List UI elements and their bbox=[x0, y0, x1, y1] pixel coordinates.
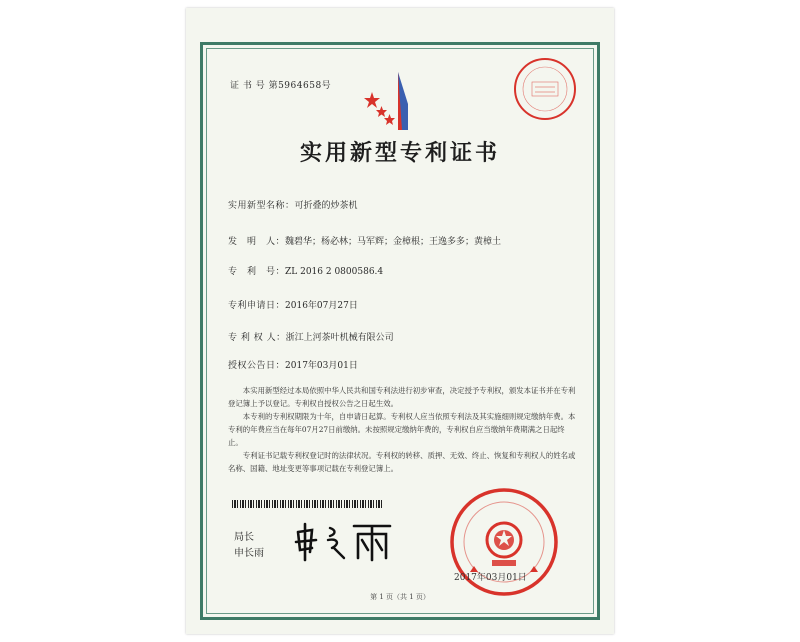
certificate-number: 证 书 号 第5964658号 bbox=[230, 81, 332, 91]
field-label: 专 利 权 人： bbox=[228, 333, 286, 343]
certificate-body-text bbox=[228, 384, 578, 475]
body-paragraph: 本专利的专利权期限为十年，自申请日起算。专利权人应当依照专利法及其实施细则规定缴纳年费。本专利的年费应当在每年07月27日前缴纳。未按照规定缴纳年费的，专利权自应当缴纳年费期满之日起终止。 bbox=[228, 412, 576, 447]
field-value: 浙江上河茶叶机械有限公司 bbox=[285, 333, 394, 343]
body-paragraph: 本实用新型经过本局依照中华人民共和国专利法进行初步审查，决定授予专利权，颁发本证书并在专利登记簿上予以登记。专利权自授权公告之日起生效。 bbox=[228, 386, 576, 408]
field-utility-model-name bbox=[228, 198, 358, 211]
field-label: 专利申请日： bbox=[228, 301, 286, 311]
field-value: 可折叠的炒茶机 bbox=[294, 201, 358, 211]
field-label: 实用新型名称： bbox=[228, 201, 295, 211]
body-paragraph: 专利证书记载专利权登记时的法律状况。专利权的转移、质押、无效、终止、恢复和专利权人的姓名或名称、国籍、地址变更等事项记载在专利登记簿上。 bbox=[228, 451, 576, 473]
field-patent-number bbox=[228, 264, 383, 277]
field-label: 授权公告日： bbox=[228, 361, 286, 371]
barcode bbox=[232, 500, 382, 508]
director-title: 局长 bbox=[234, 532, 254, 543]
field-value: 2016年07月27日 bbox=[285, 301, 358, 311]
director-signature-icon bbox=[290, 518, 410, 564]
director-name: 申长雨 bbox=[234, 548, 264, 559]
field-value: 2017年03月01日 bbox=[285, 361, 358, 371]
seal-date: 2017年03月01日 bbox=[454, 573, 527, 583]
field-grant-date bbox=[228, 358, 358, 371]
certificate-title: 实用新型专利证书 bbox=[299, 140, 500, 166]
field-value: 魏碧华；杨必林；马军辉；金樟根；王逸多多；黄樟土 bbox=[285, 237, 502, 247]
page-number: 第 1 页（共 1 页） bbox=[370, 593, 430, 601]
official-seal-small-icon bbox=[512, 56, 578, 122]
field-label: 专 利 号： bbox=[228, 267, 286, 277]
patent-certificate bbox=[186, 8, 614, 634]
patent-office-logo-icon bbox=[364, 68, 436, 132]
field-application-date bbox=[228, 298, 358, 311]
field-label: 发 明 人： bbox=[228, 237, 286, 247]
field-value: ZL 2016 2 0800586.4 bbox=[285, 267, 384, 277]
field-patentee bbox=[228, 330, 394, 343]
field-inventors bbox=[228, 234, 501, 247]
